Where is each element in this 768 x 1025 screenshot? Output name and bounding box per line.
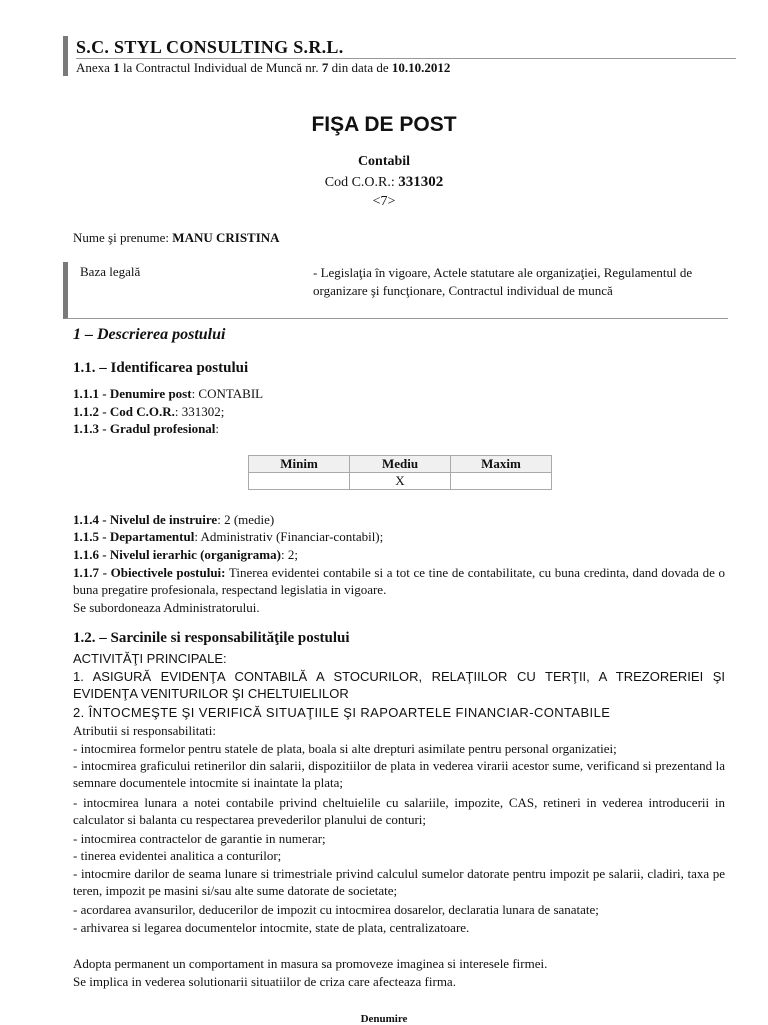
responsibility-item: - tinerea evidentei analitica a conturilor;: [73, 848, 282, 863]
grade-table-row: [249, 473, 552, 490]
responsibility-item: - intocmirea contractelor de garantie in numerar;: [73, 831, 326, 846]
legal-basis-value: - Legislaţia în vigoare, Actele statutare ale organizaţiei, Regulamentul de organizare şi funcţionare, Contractul individual de muncă: [313, 265, 693, 298]
item-1-1-1: 1.1.1 - Denumire post: CONTABIL: [73, 386, 264, 401]
activities-label: ACTIVITĂŢI PRINCIPALE:: [73, 651, 227, 666]
contract-number: 7: [321, 60, 329, 75]
cor-code: 331302: [398, 174, 444, 190]
grade-header-max: Maxim: [451, 456, 552, 473]
responsibility-item: - intocmirea graficului retinerilor din salarii, dispozitiilor de plata in vederea virarii acestor sume, verificand si prezentand la semnare documentele intocmite si inaintate la plata;: [73, 758, 725, 790]
item-1-1-2: 1.1.2 - Cod C.O.R.: 331302;: [73, 404, 225, 419]
closing-line-1: Adopta permanent un comportament in masura sa promoveze imaginea si interesele firmei.: [73, 956, 548, 971]
legal-basis-label: Baza legală: [80, 264, 141, 279]
activity-1: 1. ASIGURĂ EVIDENŢA CONTABILĂ A STOCURILOR, RELAŢIILOR CU TERŢII, A TREZORERIEI ŞI EVIDENŢA VENITURILOR ŞI CHELTUIELILOR: [73, 669, 725, 701]
document-title: FIŞA DE POST: [311, 113, 457, 136]
item-1-1-5: 1.1.5 - Departamentul: Administrativ (Financiar-contabil);: [73, 529, 384, 544]
contract-date: 10.10.2012: [391, 60, 451, 75]
document-index: <7>: [372, 194, 396, 209]
grade-header-mediu: Mediu: [350, 456, 451, 473]
table-denumire-label: Denumire: [360, 1013, 408, 1025]
item-1-1-4: 1.1.4 - Nivelul de instruire: 2 (medie): [73, 512, 275, 527]
attributions-label: Atributii si responsabilitati:: [73, 723, 216, 738]
subordination-line: Se subordoneaza Administratorului.: [73, 600, 260, 615]
cor-label: Cod C.O.R.:: [324, 175, 395, 190]
company-header: [63, 36, 736, 76]
responsibility-item: - intocmire darilor de seama lunare si trimestriale privind calculul sumelor datorate pentru impozit pe salarii, cladiri, taxa pe teren, impozit pe masini si/sau alte sume datorate de societate;: [73, 866, 725, 898]
grade-cell-min: [249, 473, 350, 490]
legal-basis-box: [63, 262, 728, 319]
item-1-1-7: 1.1.7 - Obiectivele postului: Tinerea evidentei contabile si a tot ce tine de contabilitate, cu buna credinta, dand dovada de o buna pregatire profesionala, respectand legislatia in vigoare.: [73, 565, 726, 597]
responsibility-item: - acordarea avansurilor, deducerilor de impozit cu intocmirea dosarelor, declaratia lunara de sanatate;: [73, 902, 599, 917]
grade-table: [248, 455, 552, 490]
item-1-1-6: 1.1.6 - Nivelul ierarhic (organigrama): 2;: [73, 547, 298, 562]
position-name: Contabil: [357, 154, 411, 169]
responsibility-item: - intocmirea lunara a notei contabile privind cheltuielile cu salariile, impozite, CAS, retineri in vederea introducerii in calculator si balanta cu respectarea prevederilor planului de conturi;: [73, 795, 725, 827]
responsibility-item: - arhivarea si legarea documentelor intocmite, state de plata, centralizatoare.: [73, 920, 470, 935]
annex-number: 1: [113, 60, 120, 75]
annex-middle: la Contractul Individual de Muncă nr.: [122, 60, 319, 75]
section-1-heading: 1 – Descrierea postului: [73, 326, 226, 343]
annex-prefix: Anexa: [76, 60, 110, 75]
cor-line: [0, 174, 768, 191]
company-name: S.C. STYL CONSULTING S.R.L.: [76, 37, 344, 57]
activity-2: 2. ÎNTOCMEŞTE ŞI VERIFICĂ SITUAŢIILE ŞI RAPOARTELE FINANCIAR-CONTABILE: [73, 705, 611, 720]
date-prefix: din data de: [331, 60, 389, 75]
employee-line: [73, 230, 280, 246]
responsibility-item: - intocmirea formelor pentru statele de plata, boala si alte drepturi asimilate pentru personal organizatiei;: [73, 741, 617, 756]
subsection-1-2-heading: 1.2. – Sarcinile si responsabilităţile postului: [73, 630, 350, 646]
item-1-1-3: 1.1.3 - Gradul profesional:: [73, 421, 220, 436]
grade-cell-mediu: X: [350, 473, 451, 490]
grade-cell-max: [451, 473, 552, 490]
employee-name: MANU CRISTINA: [172, 230, 280, 245]
grade-header-min: Minim: [249, 456, 350, 473]
subsection-1-1-heading: 1.1. – Identificarea postului: [73, 360, 249, 376]
closing-line-2: Se implica in vederea solutionarii situatiilor de criza care afecteaza firma.: [73, 974, 456, 989]
employee-label: Nume şi prenume:: [73, 230, 170, 245]
grade-table-header: [249, 456, 552, 473]
annex-line: [76, 58, 736, 76]
